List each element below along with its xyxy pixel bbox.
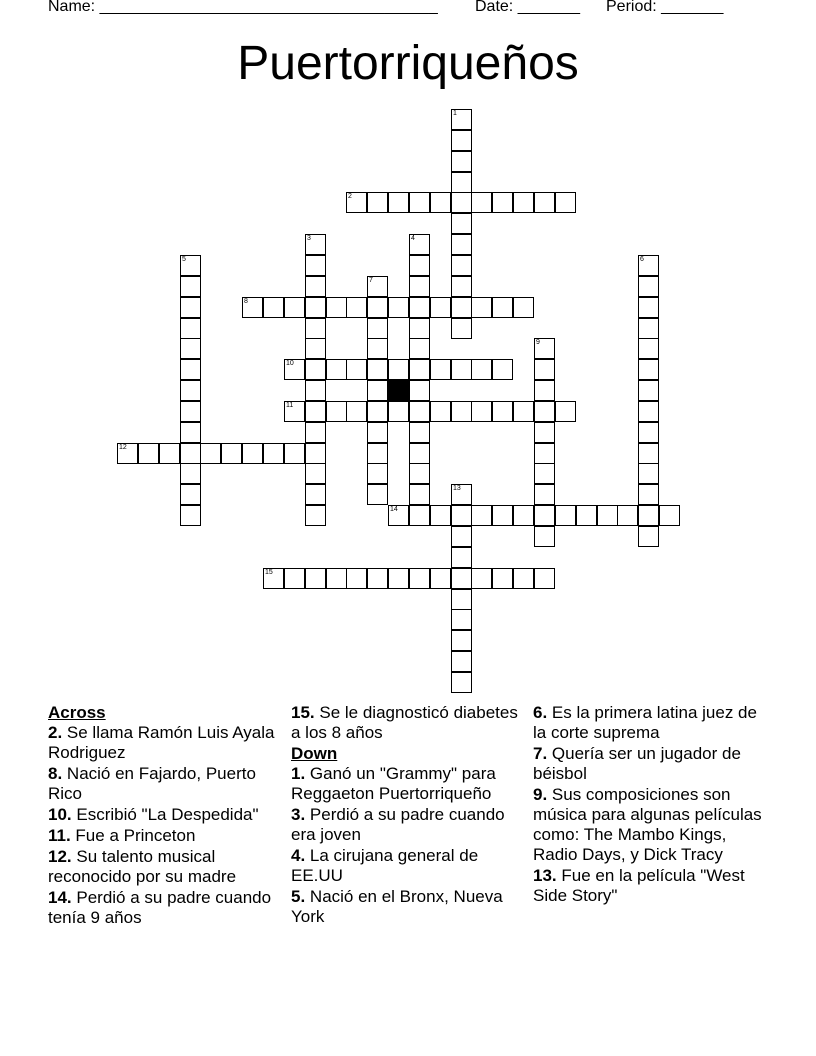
grid-cell[interactable] — [513, 401, 534, 422]
clue-item-number: 15. — [291, 703, 315, 722]
grid-cell[interactable] — [638, 443, 659, 464]
grid-cell[interactable] — [638, 255, 659, 276]
clue-item-text: La cirujana general de EE.UU — [291, 846, 479, 885]
grid-cell[interactable] — [409, 380, 430, 401]
clue-number: 14 — [390, 506, 398, 513]
grid-cell[interactable] — [367, 422, 388, 443]
grid-cell[interactable] — [409, 192, 430, 213]
grid-cell[interactable] — [409, 443, 430, 464]
clue-item-number: 9. — [533, 785, 548, 804]
clue-item-text: Nació en Fajardo, Puerto Rico — [48, 764, 256, 803]
grid-cell[interactable] — [326, 359, 347, 380]
grid-cell[interactable] — [534, 484, 555, 505]
date-field-label: Date: _______ — [475, 0, 580, 15]
grid-cell[interactable] — [180, 255, 201, 276]
grid-cell[interactable] — [430, 505, 451, 526]
grid-cell[interactable] — [617, 505, 638, 526]
clue-number: 10 — [286, 360, 294, 367]
clue-item — [533, 703, 773, 743]
grid-cell[interactable] — [534, 359, 555, 380]
grid-cell[interactable] — [534, 338, 555, 359]
grid-cell[interactable] — [367, 484, 388, 505]
grid-cell[interactable] — [451, 172, 472, 193]
grid-cell[interactable] — [451, 276, 472, 297]
clue-item-text: Fue a Princeton — [70, 826, 196, 845]
grid-cell[interactable] — [388, 192, 409, 213]
clue-item-number: 2. — [48, 723, 63, 742]
grid-cell[interactable] — [409, 318, 430, 339]
grid-cell[interactable] — [576, 505, 597, 526]
grid-cell[interactable] — [451, 526, 472, 547]
across-heading: Across — [48, 703, 106, 722]
grid-cell[interactable] — [430, 568, 451, 589]
clue-item — [48, 764, 288, 804]
grid-cell[interactable] — [451, 109, 472, 130]
clue-item-text: Perdió a su padre cuando tenía 9 años — [48, 888, 272, 927]
grid-cell[interactable] — [388, 359, 409, 380]
clue-item — [48, 888, 288, 928]
clues-column-2 — [291, 703, 531, 928]
grid-cell[interactable] — [471, 505, 492, 526]
grid-cell[interactable] — [451, 213, 472, 234]
clue-item-number: 10. — [48, 805, 72, 824]
grid-cell[interactable] — [430, 359, 451, 380]
grid-cell[interactable] — [326, 297, 347, 318]
clue-number: 6 — [640, 256, 644, 263]
grid-cell[interactable] — [534, 568, 555, 589]
grid-cell[interactable] — [409, 422, 430, 443]
grid-cell[interactable] — [451, 359, 472, 380]
grid-cell[interactable] — [409, 234, 430, 255]
grid-cell[interactable] — [409, 505, 430, 526]
clue-item-text: Sus composiciones son música para algunas películas como: The Mambo Kings, Radio Days, y Dick Tracy — [533, 785, 762, 864]
clue-number: 13 — [453, 485, 461, 492]
clue-item-text: Se le diagnosticó diabetes a los 8 años — [291, 703, 518, 742]
clue-item-number: 1. — [291, 764, 306, 783]
grid-cell[interactable] — [180, 443, 201, 464]
grid-cell[interactable] — [409, 463, 430, 484]
grid-cell[interactable] — [180, 505, 201, 526]
grid-cell[interactable] — [451, 589, 472, 610]
grid-cell[interactable] — [492, 568, 513, 589]
grid-cell[interactable] — [409, 276, 430, 297]
period-field-label: Period: _______ — [606, 0, 724, 15]
clue-item — [48, 805, 288, 825]
grid-cell[interactable] — [451, 297, 472, 318]
grid-cell[interactable] — [534, 380, 555, 401]
clue-item — [533, 744, 773, 784]
clue-number: 5 — [182, 256, 186, 263]
grid-cell[interactable] — [305, 401, 326, 422]
grid-cell[interactable] — [555, 401, 576, 422]
grid-cell[interactable] — [138, 443, 159, 464]
grid-cell[interactable] — [430, 401, 451, 422]
clue-item-number: 8. — [48, 764, 63, 783]
clue-item-number: 11. — [48, 826, 71, 845]
grid-cell[interactable] — [263, 443, 284, 464]
clue-item-text: Se llama Ramón Luis Ayala Rodriguez — [48, 723, 275, 762]
clue-item-text: Su talento musical reconocido por su madre — [48, 847, 237, 886]
grid-cell[interactable] — [180, 318, 201, 339]
grid-cell[interactable] — [409, 255, 430, 276]
grid-cell[interactable] — [388, 297, 409, 318]
grid-cell[interactable] — [367, 380, 388, 401]
grid-cell[interactable] — [305, 505, 326, 526]
grid-cell[interactable] — [492, 297, 513, 318]
clue-item — [291, 703, 531, 743]
grid-cell[interactable] — [305, 255, 326, 276]
grid-cell[interactable] — [409, 359, 430, 380]
grid-cell[interactable] — [305, 422, 326, 443]
grid-cell[interactable] — [471, 359, 492, 380]
grid-cell[interactable] — [367, 568, 388, 589]
grid-cell[interactable] — [638, 380, 659, 401]
grid-cell[interactable] — [388, 505, 409, 526]
grid-cell[interactable] — [346, 359, 367, 380]
grid-cell[interactable] — [513, 568, 534, 589]
grid-cell[interactable] — [492, 359, 513, 380]
grid-cell[interactable] — [409, 338, 430, 359]
grid-cell[interactable] — [117, 443, 138, 464]
grid-cell[interactable] — [367, 297, 388, 318]
grid-cell[interactable] — [346, 297, 367, 318]
grid-cell[interactable] — [284, 401, 305, 422]
grid-cell[interactable] — [367, 443, 388, 464]
grid-cell[interactable] — [242, 443, 263, 464]
grid-cell[interactable] — [597, 505, 618, 526]
clue-item — [533, 785, 773, 865]
grid-cell[interactable] — [638, 505, 659, 526]
clue-item-text: Ganó un "Grammy" para Reggaeton Puertorriqueño — [291, 764, 496, 803]
grid-cell[interactable] — [305, 463, 326, 484]
grid-cell[interactable] — [451, 651, 472, 672]
grid-cell[interactable] — [305, 338, 326, 359]
grid-cell[interactable] — [451, 505, 472, 526]
grid-cell[interactable] — [284, 568, 305, 589]
grid-cell[interactable] — [346, 192, 367, 213]
clue-number: 7 — [369, 277, 373, 284]
grid-cell[interactable] — [492, 505, 513, 526]
grid-cell[interactable] — [555, 505, 576, 526]
grid-cell[interactable] — [305, 318, 326, 339]
grid-cell[interactable] — [284, 297, 305, 318]
grid-cell[interactable] — [367, 401, 388, 422]
grid-cell[interactable] — [367, 359, 388, 380]
grid-cell[interactable] — [638, 401, 659, 422]
clue-item-number: 4. — [291, 846, 306, 865]
grid-cell[interactable] — [451, 255, 472, 276]
grid-cell[interactable] — [451, 318, 472, 339]
grid-cell[interactable] — [180, 297, 201, 318]
grid-cell[interactable] — [513, 192, 534, 213]
grid-cell[interactable] — [326, 401, 347, 422]
grid-cell[interactable] — [180, 338, 201, 359]
clue-item-number: 5. — [291, 887, 306, 906]
grid-cell[interactable] — [638, 484, 659, 505]
grid-cell[interactable] — [638, 318, 659, 339]
grid-cell[interactable] — [534, 526, 555, 547]
grid-cell[interactable] — [367, 192, 388, 213]
grid-cell[interactable] — [180, 401, 201, 422]
clue-number: 3 — [307, 235, 311, 242]
clue-number: 15 — [265, 569, 273, 576]
grid-cell[interactable] — [367, 463, 388, 484]
grid-cell[interactable] — [263, 297, 284, 318]
clue-item-text: Es la primera latina juez de la corte suprema — [533, 703, 757, 742]
clue-item-text: Quería ser un jugador de béisbol — [533, 744, 741, 783]
grid-cell[interactable] — [367, 318, 388, 339]
page-title: Puertorriqueños — [237, 37, 579, 90]
clue-item-number: 6. — [533, 703, 548, 722]
grid-cell[interactable] — [492, 401, 513, 422]
grid-cell[interactable] — [638, 526, 659, 547]
clue-number: 8 — [244, 298, 248, 305]
grid-cell[interactable] — [367, 338, 388, 359]
grid-cell[interactable] — [409, 297, 430, 318]
grid-cell[interactable] — [534, 463, 555, 484]
grid-cell[interactable] — [638, 359, 659, 380]
grid-cell[interactable] — [638, 463, 659, 484]
grid-cell[interactable] — [451, 547, 472, 568]
grid-cell[interactable] — [451, 609, 472, 630]
grid-cell[interactable] — [200, 443, 221, 464]
grid-cell[interactable] — [451, 568, 472, 589]
grid-cell[interactable] — [451, 484, 472, 505]
grid-cell[interactable] — [180, 380, 201, 401]
clue-item — [291, 764, 531, 804]
grid-cell[interactable] — [451, 630, 472, 651]
grid-cell[interactable] — [180, 484, 201, 505]
grid-cell[interactable] — [659, 505, 680, 526]
grid-cell[interactable] — [305, 297, 326, 318]
grid-cell[interactable] — [409, 401, 430, 422]
grid-cell[interactable] — [638, 338, 659, 359]
grid-cell[interactable] — [555, 192, 576, 213]
clue-number: 9 — [536, 339, 540, 346]
grid-cell[interactable] — [451, 192, 472, 213]
clue-item — [291, 805, 531, 845]
down-heading: Down — [291, 744, 338, 763]
grid-cell[interactable] — [305, 568, 326, 589]
grid-cell[interactable] — [451, 151, 472, 172]
clue-number: 1 — [453, 110, 457, 117]
grid-cell[interactable] — [471, 192, 492, 213]
clues-column-3 — [533, 703, 773, 907]
grid-cell[interactable] — [638, 297, 659, 318]
clue-item — [291, 846, 531, 886]
grid-cell[interactable] — [388, 401, 409, 422]
grid-cell[interactable] — [638, 422, 659, 443]
grid-cell[interactable] — [534, 401, 555, 422]
grid-cell[interactable] — [534, 505, 555, 526]
clue-item-number: 7. — [533, 744, 548, 763]
clue-item-number: 14. — [48, 888, 72, 907]
grid-cell[interactable] — [492, 192, 513, 213]
clue-item-number: 12. — [48, 847, 72, 866]
grid-cell[interactable] — [221, 443, 242, 464]
black-cell — [388, 380, 409, 401]
clue-item-text: Perdió a su padre cuando era joven — [291, 805, 505, 844]
grid-cell[interactable] — [513, 505, 534, 526]
grid-cell[interactable] — [242, 297, 263, 318]
grid-cell[interactable] — [284, 443, 305, 464]
grid-cell[interactable] — [451, 672, 472, 693]
clue-number: 11 — [286, 402, 294, 409]
name-field-label: Name: ______________________________________ — [48, 0, 438, 15]
grid-cell[interactable] — [430, 192, 451, 213]
clue-item — [48, 847, 288, 887]
clue-number: 2 — [348, 193, 352, 200]
grid-cell[interactable] — [409, 568, 430, 589]
grid-cell[interactable] — [305, 359, 326, 380]
grid-cell[interactable] — [409, 484, 430, 505]
clue-item-number: 3. — [291, 805, 306, 824]
grid-cell[interactable] — [305, 380, 326, 401]
grid-cell[interactable] — [451, 234, 472, 255]
grid-cell[interactable] — [451, 401, 472, 422]
grid-cell[interactable] — [534, 422, 555, 443]
grid-cell[interactable] — [326, 568, 347, 589]
grid-cell[interactable] — [451, 130, 472, 151]
grid-cell[interactable] — [180, 422, 201, 443]
grid-cell[interactable] — [430, 297, 451, 318]
grid-cell[interactable] — [305, 234, 326, 255]
grid-cell[interactable] — [346, 568, 367, 589]
grid-cell[interactable] — [638, 276, 659, 297]
grid-cell[interactable] — [471, 297, 492, 318]
clue-number: 4 — [411, 235, 415, 242]
grid-cell[interactable] — [180, 359, 201, 380]
clue-item-text: Escribió "La Despedida" — [71, 805, 259, 824]
clue-item — [48, 826, 288, 846]
grid-cell[interactable] — [388, 568, 409, 589]
grid-cell[interactable] — [305, 484, 326, 505]
clue-item-number: 13. — [533, 866, 557, 885]
grid-cell[interactable] — [367, 276, 388, 297]
grid-cell[interactable] — [305, 276, 326, 297]
clue-item-text: Fue en la película "West Side Story" — [533, 866, 745, 905]
grid-cell[interactable] — [534, 192, 555, 213]
clue-item — [533, 866, 773, 906]
clue-item — [291, 887, 531, 927]
clue-item — [48, 723, 288, 763]
grid-cell[interactable] — [471, 401, 492, 422]
grid-cell[interactable] — [513, 297, 534, 318]
grid-cell[interactable] — [159, 443, 180, 464]
grid-cell[interactable] — [346, 401, 367, 422]
grid-cell[interactable] — [284, 359, 305, 380]
clue-number: 12 — [119, 444, 127, 451]
grid-cell[interactable] — [534, 443, 555, 464]
grid-cell[interactable] — [305, 443, 326, 464]
grid-cell[interactable] — [471, 568, 492, 589]
grid-cell[interactable] — [263, 568, 284, 589]
clue-item-text: Nació en el Bronx, Nueva York — [291, 887, 503, 926]
grid-cell[interactable] — [180, 463, 201, 484]
clues-column-1 — [48, 703, 288, 929]
grid-cell[interactable] — [180, 276, 201, 297]
